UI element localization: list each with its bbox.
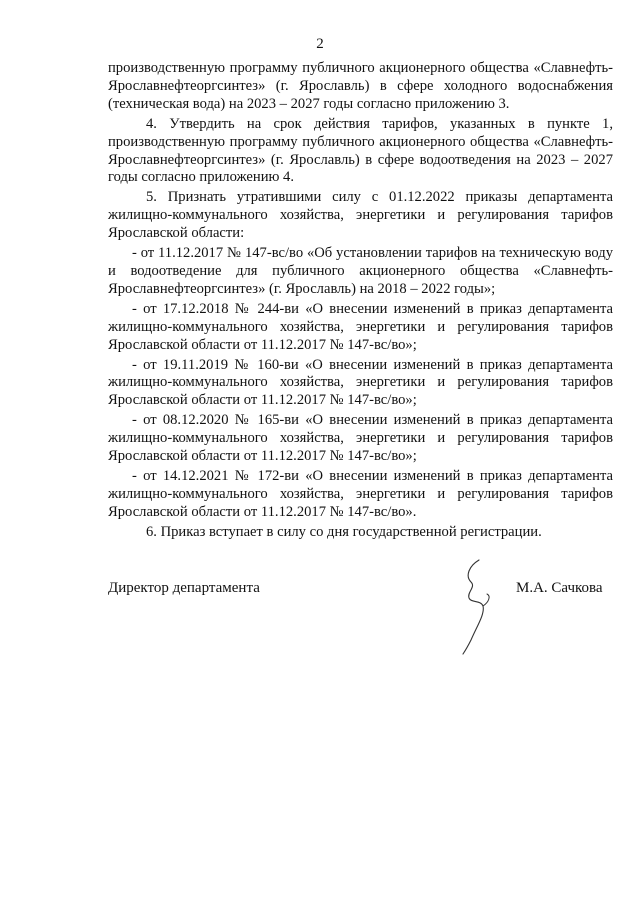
list-item: - от 11.12.2017 № 147-вс/во «Об установлении тарифов на техническую воду и водоотведение для публичного акционерного общества «Славнефть-Ярославнефтеоргсинтез» (г. Ярославль) на 2018 – 2022 годы»; [108,245,613,297]
handwritten-signature [445,556,515,656]
list-item: - от 14.12.2021 № 172-ви «О внесении изменений в приказ департамента жилищно-коммунального хозяйства, энергетики и регулирования тарифов Ярославской области от 11.12.2017 № 147-вс/во». [108,467,613,520]
page-number: 2 [316,36,324,52]
list-item: - от 08.12.2020 № 165-ви «О внесении изменений в приказ департамента жилищно-коммунального хозяйства, энергетики и регулирования тарифов Ярославской области от 11.12.2017 № 147-вс/во»; [108,412,613,465]
paragraph-continuation: производственную программу публичного акционерного общества «Славнефть-Ярославнефтеоргсинтез» (г. Ярославль) в сфере холодного водоснабжения (техническая вода) на 2023 – 2027 годы согласно приложению 3. [108,60,613,112]
paragraph-item-6: 6. Приказ вступает в силу со дня государственной регистрации. [146,523,542,540]
signatory-title: Директор департамента [108,580,260,596]
list-item: - от 19.11.2019 № 160-ви «О внесении изменений в приказ департамента жилищно-коммунального хозяйства, энергетики и регулирования тарифов Ярославской области от 11.12.2017 № 147-вс/во»; [108,356,613,409]
list-item: - от 17.12.2018 № 244-ви «О внесении изменений в приказ департамента жилищно-коммунального хозяйства, энергетики и регулирования тарифов Ярославской области от 11.12.2017 № 147-вс/во»; [108,300,613,353]
signatory-name: М.А. Сачкова [516,580,603,596]
document-body [108,60,613,544]
paragraph-item-4: 4. Утвердить на срок действия тарифов, указанных в пункте 1, производственную программу публичного акционерного общества «Славнефть-Ярославнефтеоргсинтез» (г. Ярославль) в сфере водоотведения на 2023 – 2027 годы согласно приложению 4. [108,115,613,186]
paragraph-item-5: 5. Признать утратившими силу с 01.12.2022 приказы департамента жилищно-коммунального хозяйства, энергетики и регулирования тарифов Ярославской области: [108,189,613,242]
